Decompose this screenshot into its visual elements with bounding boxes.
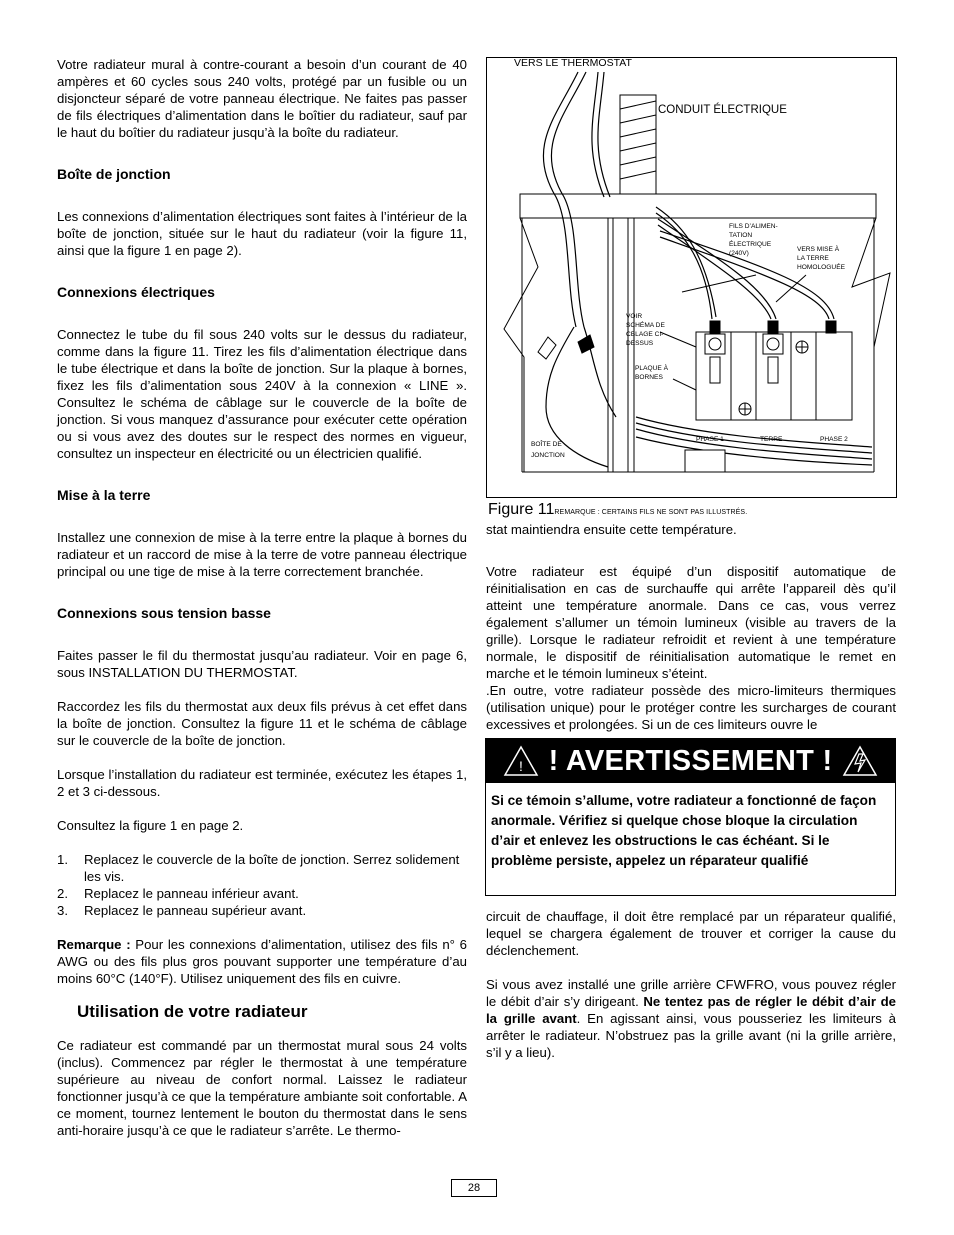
warning-title: ! AVERTISSEMENT !	[548, 744, 833, 777]
usage-paragraph: Ce radiateur est commandé par un thermostat mural sous 24 volts (inclus). Commencez par régler le thermostat à une température supérieure au niveau de confort normal. Laissez le radiateur fonctionner jusqu’à ce que la température ambiante soit confortable. A ce moment, tournez lentement le bouton du thermostat dans le sens anti-horaire jusqu’à ce que le radiateur s’arrête. Le thermo-	[57, 1038, 467, 1138]
figure-caption-title: Figure 11	[488, 501, 555, 518]
basse-paragraph-3: Lorsque l’installation du radiateur est terminée, exécutez les étapes 1, 2 et 3 ci-dessous.	[57, 767, 467, 799]
label-voir-schema: VOIR SCHÉMA DE CBLAGE CI- DESSUS	[626, 313, 665, 347]
basse-paragraph-4: Consultez la figure 1 en page 2.	[57, 818, 244, 833]
remarque-paragraph: Remarque : Pour les connexions d’alimentation, utilisez des fils n° 6 AWG ou des fils plus gros pouvant supporter une température d’au moins 60°C (140°F). Utilisez uniquement des fils en cuivre.	[57, 937, 467, 986]
heading-connexions-electriques: Connexions électriques	[57, 284, 215, 300]
label-terre: TERRE	[760, 436, 783, 443]
right-column-lower	[486, 908, 896, 1061]
terre-paragraph: Installez une connexion de mise à la terre entre la plaque à bornes du radiateur et un raccord de mise à la terre de votre panneau électrique principal ou une tige de mise à la terre correctement branchée.	[57, 530, 467, 579]
figure-caption	[488, 500, 747, 523]
grille-paragraph: Si vous avez installé une grille arrière CFWFRO, vous pouvez régler le débit d’air s’y dirigeant. Ne tentez pas de régler le débit d’air de la grille avant. En agissant ainsi, vous pousseriez les limiteurs à arrêter le radiateur. N’obstruez pas la grille avant (ni la grille arrière, s’il y a lieu).	[486, 977, 896, 1060]
figure-caption-note: REMARQUE : CERTAINS FILS NE SONT PAS ILLUSTRÉS.	[554, 509, 748, 516]
left-column	[57, 56, 467, 1139]
heading-mise-a-la-terre: Mise à la terre	[57, 487, 151, 503]
continuation-paragraph: stat maintiendra ensuite cette température.	[486, 522, 737, 537]
label-boite-jonction: BOÎTE DE JONCTION	[531, 441, 565, 459]
right-column-upper	[486, 521, 896, 733]
grille-warning-bold: Ne tentez pas de régler le débit d’air de la grille avant	[486, 994, 896, 1026]
circuit-paragraph: circuit de chauffage, il doit être remplacé par un réparateur qualifié, lequel se chargera également de trouver et corriger la cause du déclenchement.	[486, 909, 896, 958]
warning-box	[485, 738, 896, 896]
basse-paragraph-2: Raccordez les fils du thermostat aux deux fils prévus à cet effet dans la boîte de jonction. Consultez la figure 11 et le schéma de câblage sur le couvercle de la boîte de jonction.	[57, 699, 467, 748]
remarque-label: Remarque :	[57, 937, 131, 952]
label-phase-2: PHASE 2	[820, 436, 848, 443]
electriques-paragraph: Connectez le tube du fil sous 240 volts sur le dessus du radiateur, comme dans la figure 11. Tirez les fils d’alimentation électrique dans le tube électrique et dans la boîte de jonction. Sur la plaque à bornes, fixez les fils d’alimentation sous 240V à la connexion « LINE ». Consultez le schéma de câblage sur le couvercle de la boîte de jonction. Si vous manquez d’assurance pour exécuter cette opération ou si vous avez des doutes sur le respect des normes en vigueur, consultez un inspecteur en électricité ou un électricien qualifié.	[57, 327, 467, 461]
svg-text:!: !	[518, 758, 523, 774]
limiter-paragraph: .En outre, votre radiateur possède des micro-limiteurs thermiques (utilisation unique) pour le protéger contre les surcharges de courant excessives et prolongées. Si un de ces limiteurs ouvre le	[486, 683, 896, 732]
heading-utilisation: Utilisation de votre radiateur	[77, 1002, 308, 1021]
figure-frame	[487, 58, 897, 498]
jonction-paragraph: Les connexions d’alimentation électriques sont faites à l’intérieur de la boîte de jonction, située sur le haut du radiateur (voir la figure 11, ainsi que la figure 1 en page 2).	[57, 209, 467, 258]
basse-paragraph-1: Faites passer le fil du thermostat jusqu’au radiateur. Voir en page 6, sous INSTALLATION DU THERMOSTAT.	[57, 648, 467, 680]
list-item: 1. Replacez le couvercle de la boîte de jonction. Serrez solidement les vis.	[57, 852, 460, 884]
label-phase-1: PHASE 1	[696, 436, 724, 443]
page-number: 28	[451, 1179, 497, 1197]
heading-boite-jonction: Boîte de jonction	[57, 166, 171, 182]
warning-text: Si ce témoin s’allume, votre radiateur a fonctionné de façon anormale. Vérifiez si quelque chose bloque la circulation d’air et enlevez les obstructions le cas échéant. Si le problème persiste, appelez un réparateur qualifié	[491, 793, 877, 868]
warning-header	[486, 739, 895, 783]
figure-11-diagram	[486, 57, 897, 498]
label-conduit-electrique: CONDUIT ÉLECTRIQUE	[658, 104, 787, 116]
label-vers-mise-terre: VERS MISE À LA TERRE HOMOLOGUÉE	[797, 246, 845, 271]
conduit	[620, 95, 656, 194]
label-vers-thermostat: VERS LE THERMOSTAT	[514, 57, 632, 69]
overheat-paragraph: Votre radiateur est équipé d’un dispositif automatique de réinitialisation en cas de surchauffe qui arrête l’appareil dès qu’il atteint une température anormale. Dans ce cas, vous verrez également s’allumer un témoin lumineux (visible au travers de la grille). Lorsque le radiateur refroidit et revient à une température normale, le dispositif de réinitialisation automatique le remet en marche et le témoin lumineux s’éteint.	[486, 564, 896, 681]
label-plaque-bornes: PLAQUE À BORNES	[635, 365, 668, 381]
list-item: 2. Replacez le panneau inférieur avant.	[57, 886, 299, 901]
heading-tension-basse: Connexions sous tension basse	[57, 605, 271, 621]
list-item: 3. Replacez le panneau supérieur avant.	[57, 903, 307, 918]
steps-list	[57, 851, 467, 919]
warning-triangle-icon	[503, 745, 539, 777]
intro-paragraph: Votre radiateur mural à contre-courant a besoin d’un courant de 40 ampères et 60 cycles sous 240 volts, protégé par un fusible ou un disjoncteur séparé de votre panneau électrique. Ne faites pas passer de fils électriques d’alimentation dans le boîtier du radiateur, sauf par le haut du boîtier du radiateur jusqu’à la boîte du radiateur.	[57, 57, 467, 140]
label-fils-alimentation: FILS D’ALIMEN- TATION ÉLECTRIQUE (240V)	[729, 223, 778, 257]
electric-hazard-icon	[842, 745, 878, 777]
